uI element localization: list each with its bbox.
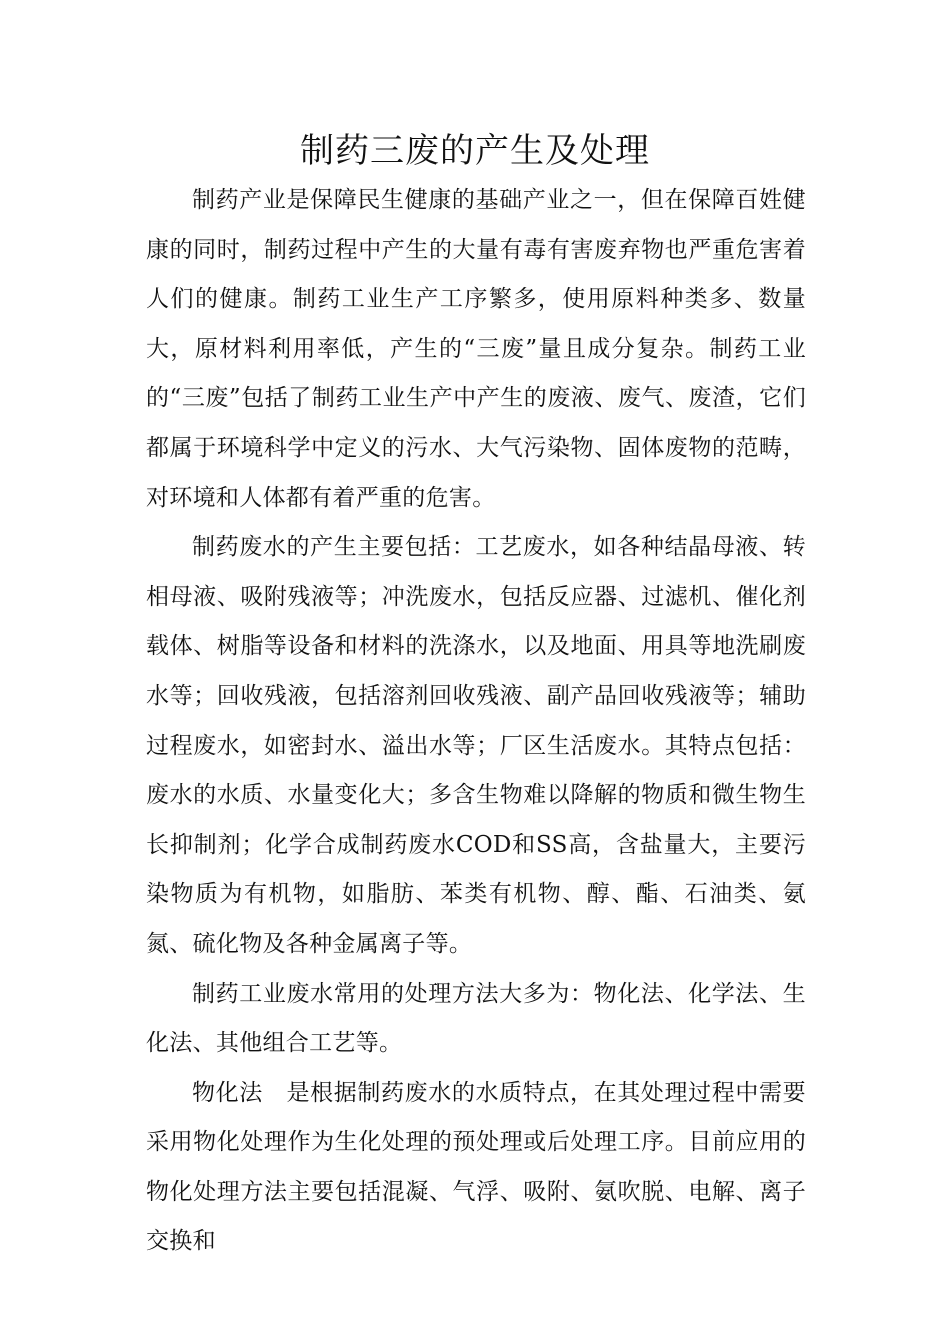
paragraph-wastewater-sources: 制药废水的产生主要包括：工艺废水，如各种结晶母液、转相母液、吸附残液等；冲洗废水，包括反应器、过滤机、催化剂载体、树脂等设备和材料的洗涤水，以及地面、用具等地洗刷废水等；回收残液，包括溶剂回收残液、副产品回收残液等；辅助过程废水，如密封水、溢出水等；厂区生活废水。其特点包括：废水的水质、水量变化大；多含生物难以降解的物质和微生物生长抑制剂；化学合成制药废水COD和SS高，含盐量大，主要污染物质为有机物，如脂肪、苯类有机物、醇、酯、石油类、氨氮、硫化物及各种金属离子等。 (146, 534, 806, 957)
paragraph-treatment-methods: 制药工业废水常用的处理方法大多为：物化法、化学法、生化法、其他组合工艺等。 (146, 980, 806, 1057)
document-title: 制药三废的产生及处理 (300, 131, 650, 171)
paragraph-intro: 制药产业是保障民生健康的基础产业之一，但在保障百姓健康的同时，制药过程中产生的大量有毒有害废弃物也严重危害着人们的健康。制药工业生产工序繁多，使用原料种类多、数量大，原材料利用率低，产生的“三废”量且成分复杂。制药工业的“三废”包括了制药工业生产中产生的废液、废气、废渣，它们都属于环境科学中定义的污水、大气污染物、固体废物的范畴，对环境和人体都有着严重的危害。 (146, 187, 806, 511)
paragraph-physicochemical: 物化法 是根据制药废水的水质特点，在其处理过程中需要采用物化处理作为生化处理的预处理或后处理工序。目前应用的物化处理方法主要包括混凝、气浮、吸附、氨吹脱、电解、离子交换和 (146, 1079, 806, 1255)
document-body (146, 176, 806, 1267)
